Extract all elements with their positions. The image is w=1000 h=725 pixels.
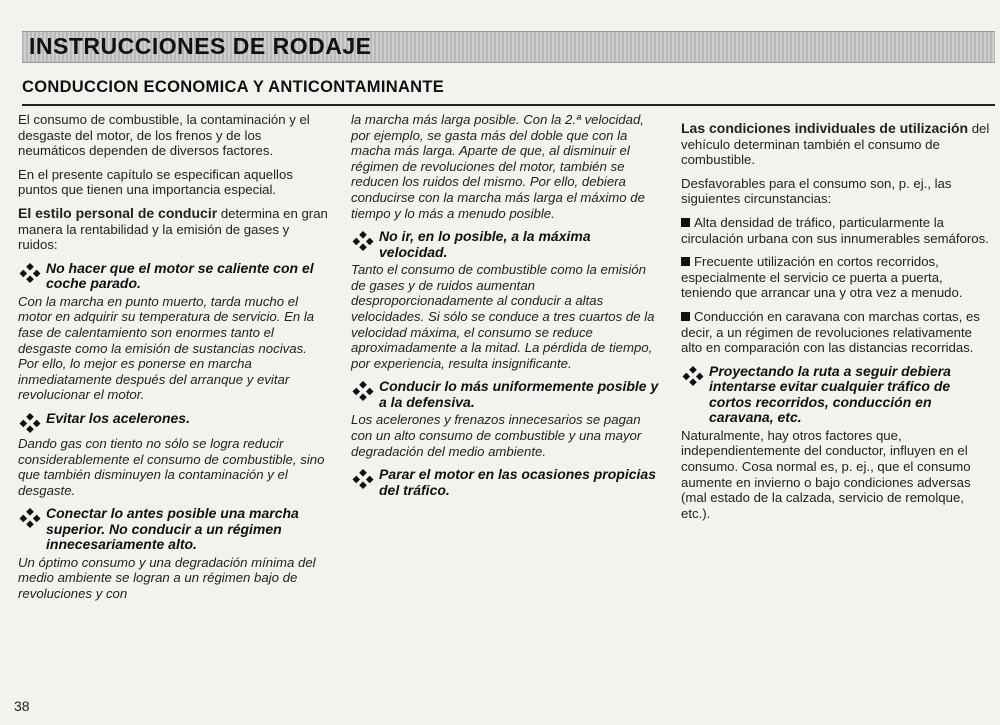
diamond-bullet-icon: [681, 365, 705, 387]
tip-heading-text: Parar el motor en las ocasiones propicias del tráfico.: [379, 466, 656, 498]
tip-text: la marcha más larga posible. Con la 2.ª velocidad, por ejemplo, se gasta más del doble que con la macha más larga. Aparte de que, al disminuir el régimen de revoluciones del motor, también se reducen los ruidos del mismo. Por ello, debiera conducirse con la marcha más larga el máximo de tiempo y lo más a menudo posible.: [351, 112, 645, 221]
tip-text: Los acelerones y frenazos innecesarios se pagan con un alto consumo de combustible y una mayor degradación del medio ambiente.: [351, 412, 642, 459]
bullet-item: [681, 215, 991, 246]
diamond-bullet-icon: [351, 380, 375, 402]
bullet-item: [681, 309, 991, 356]
paragraph: [18, 206, 328, 253]
tip-heading: [351, 467, 659, 498]
tip-heading: [18, 506, 328, 553]
text-column-1: [18, 112, 328, 610]
square-bullet-icon: [681, 218, 690, 227]
diamond-bullet-icon: [18, 412, 42, 434]
bullet-item: [681, 254, 991, 301]
paragraph: El consumo de combustible, la contaminación y el desgaste del motor, de los frenos y de los neumáticos dependen de diversos factores.: [18, 112, 310, 159]
bullet-text: Conducción en caravana con marchas cortas, es decir, a un régimen de revoluciones relativamente alto en comparación con las distancias recorridas.: [681, 308, 980, 356]
diamond-bullet-icon: [18, 507, 42, 529]
text-column-2: [351, 112, 659, 500]
paragraph: Desfavorables para el consumo son, p. ej., las siguientes circunstancias:: [681, 175, 952, 207]
tip-heading: [351, 229, 659, 260]
page-subtitle: CONDUCCION ECONOMICA Y ANTICONTAMINANTE: [22, 78, 445, 96]
text-column-3: [681, 121, 991, 529]
paragraph-text: del vehículo determinan también el consumo de combustible.: [681, 121, 990, 168]
square-bullet-icon: [681, 312, 690, 321]
tip-text: Dando gas con tiento no sólo se logra reducir considerablemente el consumo de combustible, sino que también disminuyen la contaminación y el desgaste.: [18, 435, 325, 498]
tip-text: Tanto el consumo de combustible como la emisión de gases y de ruidos aumentan desproporcionadamente al conducir a altas velocidades. Si sólo se conduce a tres cuartos de la velocidad máxima, el consumo se reduce aproximadamente a la mitad. La pérdida de tiempo, por experiencia, resulta insignificante.: [351, 262, 655, 371]
tip-heading: [18, 411, 328, 434]
paragraph-text: determina en gran manera la rentabilidad y la emisión de gases y ruidos:: [18, 205, 328, 253]
tip-heading-text: Conducir lo más uniformemente posible y a la defensiva.: [379, 378, 659, 410]
paragraph: Naturalmente, hay otros factores que, independientemente del conductor, influyen en el consumo. Cosa normal es, p. ej., que el consumo aumente en invierno o bajo condiciones adversas (mal estado de la calzada, servicio de remolque, etc.).: [681, 427, 971, 521]
tip-heading: [351, 379, 659, 410]
section-title: INSTRUCCIONES DE RODAJE: [29, 33, 372, 59]
paragraph: [681, 121, 991, 168]
tip-heading-text: No hacer que el motor se caliente con el coche parado.: [46, 259, 314, 292]
paragraph: En el presente capítulo se especifican aquellos puntos que tienen una importancia especial.: [18, 166, 293, 198]
tip-heading-text: No ir, en lo posible, a la máxima velocidad.: [379, 228, 591, 260]
tip-heading-text: Conectar lo antes posible una marcha superior. No conducir a un régimen innecesariamente alto.: [46, 505, 299, 553]
bullet-text: Frecuente utilización en cortos recorridos, especialmente el servicio ce puerta a puerta, teniendo que arrancar una y otra vez a menudo.: [681, 254, 963, 301]
tip-text: Con la marcha en punto muerto, tarda mucho el motor en adquirir su temperatura de servicio. En la fase de calentamiento son enormes tanto el desgaste como la emisión de sustancias nocivas. Por ello, lo mejor es ponerse en marcha inmediatamente después del arranque y evitar revolucionar el motor.: [18, 293, 315, 403]
square-bullet-icon: [681, 257, 690, 266]
tip-heading-text: Proyectando la ruta a seguir debiera intentarse evitar cualquier tráfico de cortos recorridos, conducción en caravana, etc.: [709, 362, 951, 426]
title-rule: [22, 104, 995, 106]
lead-text: El estilo personal de conducir: [18, 204, 218, 221]
lead-text: Las condiciones individuales de utilización: [681, 120, 969, 136]
diamond-bullet-icon: [18, 262, 42, 284]
diamond-bullet-icon: [351, 468, 375, 490]
tip-heading: [681, 364, 991, 426]
diamond-bullet-icon: [351, 230, 375, 252]
bullet-text: Alta densidad de tráfico, particularmente la circulación urbana con sus innumerables semáforos.: [681, 214, 989, 246]
tip-heading: [18, 261, 328, 292]
page-number: 38: [14, 698, 30, 714]
tip-heading-text: Evitar los acelerones.: [46, 409, 190, 426]
tip-text: Un óptimo consumo y una degradación mínima del medio ambiente se logran a un régimen bajo de revoluciones y con: [18, 554, 316, 601]
